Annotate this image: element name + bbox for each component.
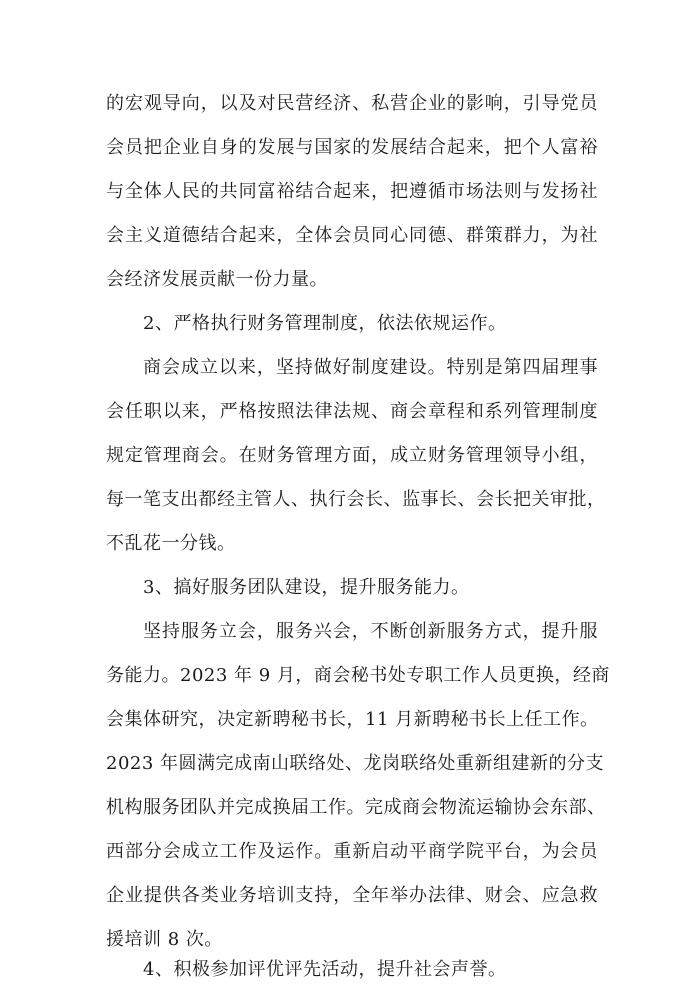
- paragraph-line: 的宏观导向，以及对民营经济、私营企业的影响，引导党员: [106, 93, 598, 114]
- paragraph-line: 与全体人民的共同富裕结合起来，把遵循市场法则与发扬社: [106, 181, 598, 202]
- paragraph-line: 规定管理商会。在财务管理方面，成立财务管理领导小组，: [106, 445, 598, 466]
- paragraph-line: 会任职以来，严格按照法律法规、商会章程和系列管理制度: [106, 401, 598, 422]
- section-heading: 3、搞好服务团队建设，提升服务能力。: [143, 577, 470, 598]
- paragraph-line: 会经济发展贡献一份力量。: [106, 269, 328, 290]
- paragraph-line: 机构服务团队并完成换届工作。完成商会物流运输协会东部、: [106, 797, 606, 818]
- paragraph-line: 会集体研究，决定新聘秘书长，11 月新聘秘书长上任工作。: [106, 709, 599, 730]
- paragraph-line: 坚持服务立会，服务兴会，不断创新服务方式，提升服: [143, 621, 598, 642]
- paragraph-line: 企业提供各类业务培训支持，全年举办法律、财会、应急救: [106, 885, 598, 906]
- paragraph-line: 会员把企业自身的发展与国家的发展结合起来，把个人富裕: [106, 137, 598, 158]
- paragraph-line: 每一笔支出都经主管人、执行会长、监事长、会长把关审批，: [106, 489, 606, 510]
- section-heading: 4、积极参加评优评先活动，提升社会声誉。: [143, 959, 507, 980]
- paragraph-line: 2023 年圆满完成南山联络处、龙岗联络处重新组建新的分支: [106, 753, 605, 774]
- paragraph-line: 商会成立以来，坚持做好制度建设。特别是第四届理事: [143, 357, 598, 378]
- paragraph-line: 西部分会成立工作及运作。重新启动平商学院平台，为会员: [106, 841, 598, 862]
- paragraph-line: 援培训 8 次。: [106, 929, 223, 950]
- section-heading: 2、严格执行财务管理制度，依法依规运作。: [143, 313, 507, 334]
- paragraph-line: 不乱花一分钱。: [106, 533, 236, 554]
- paragraph-line: 会主义道德结合起来，全体会员同心同德、群策群力，为社: [106, 225, 598, 246]
- paragraph-line: 务能力。2023 年 9 月，商会秘书处专职工作人员更换，经商: [106, 665, 610, 686]
